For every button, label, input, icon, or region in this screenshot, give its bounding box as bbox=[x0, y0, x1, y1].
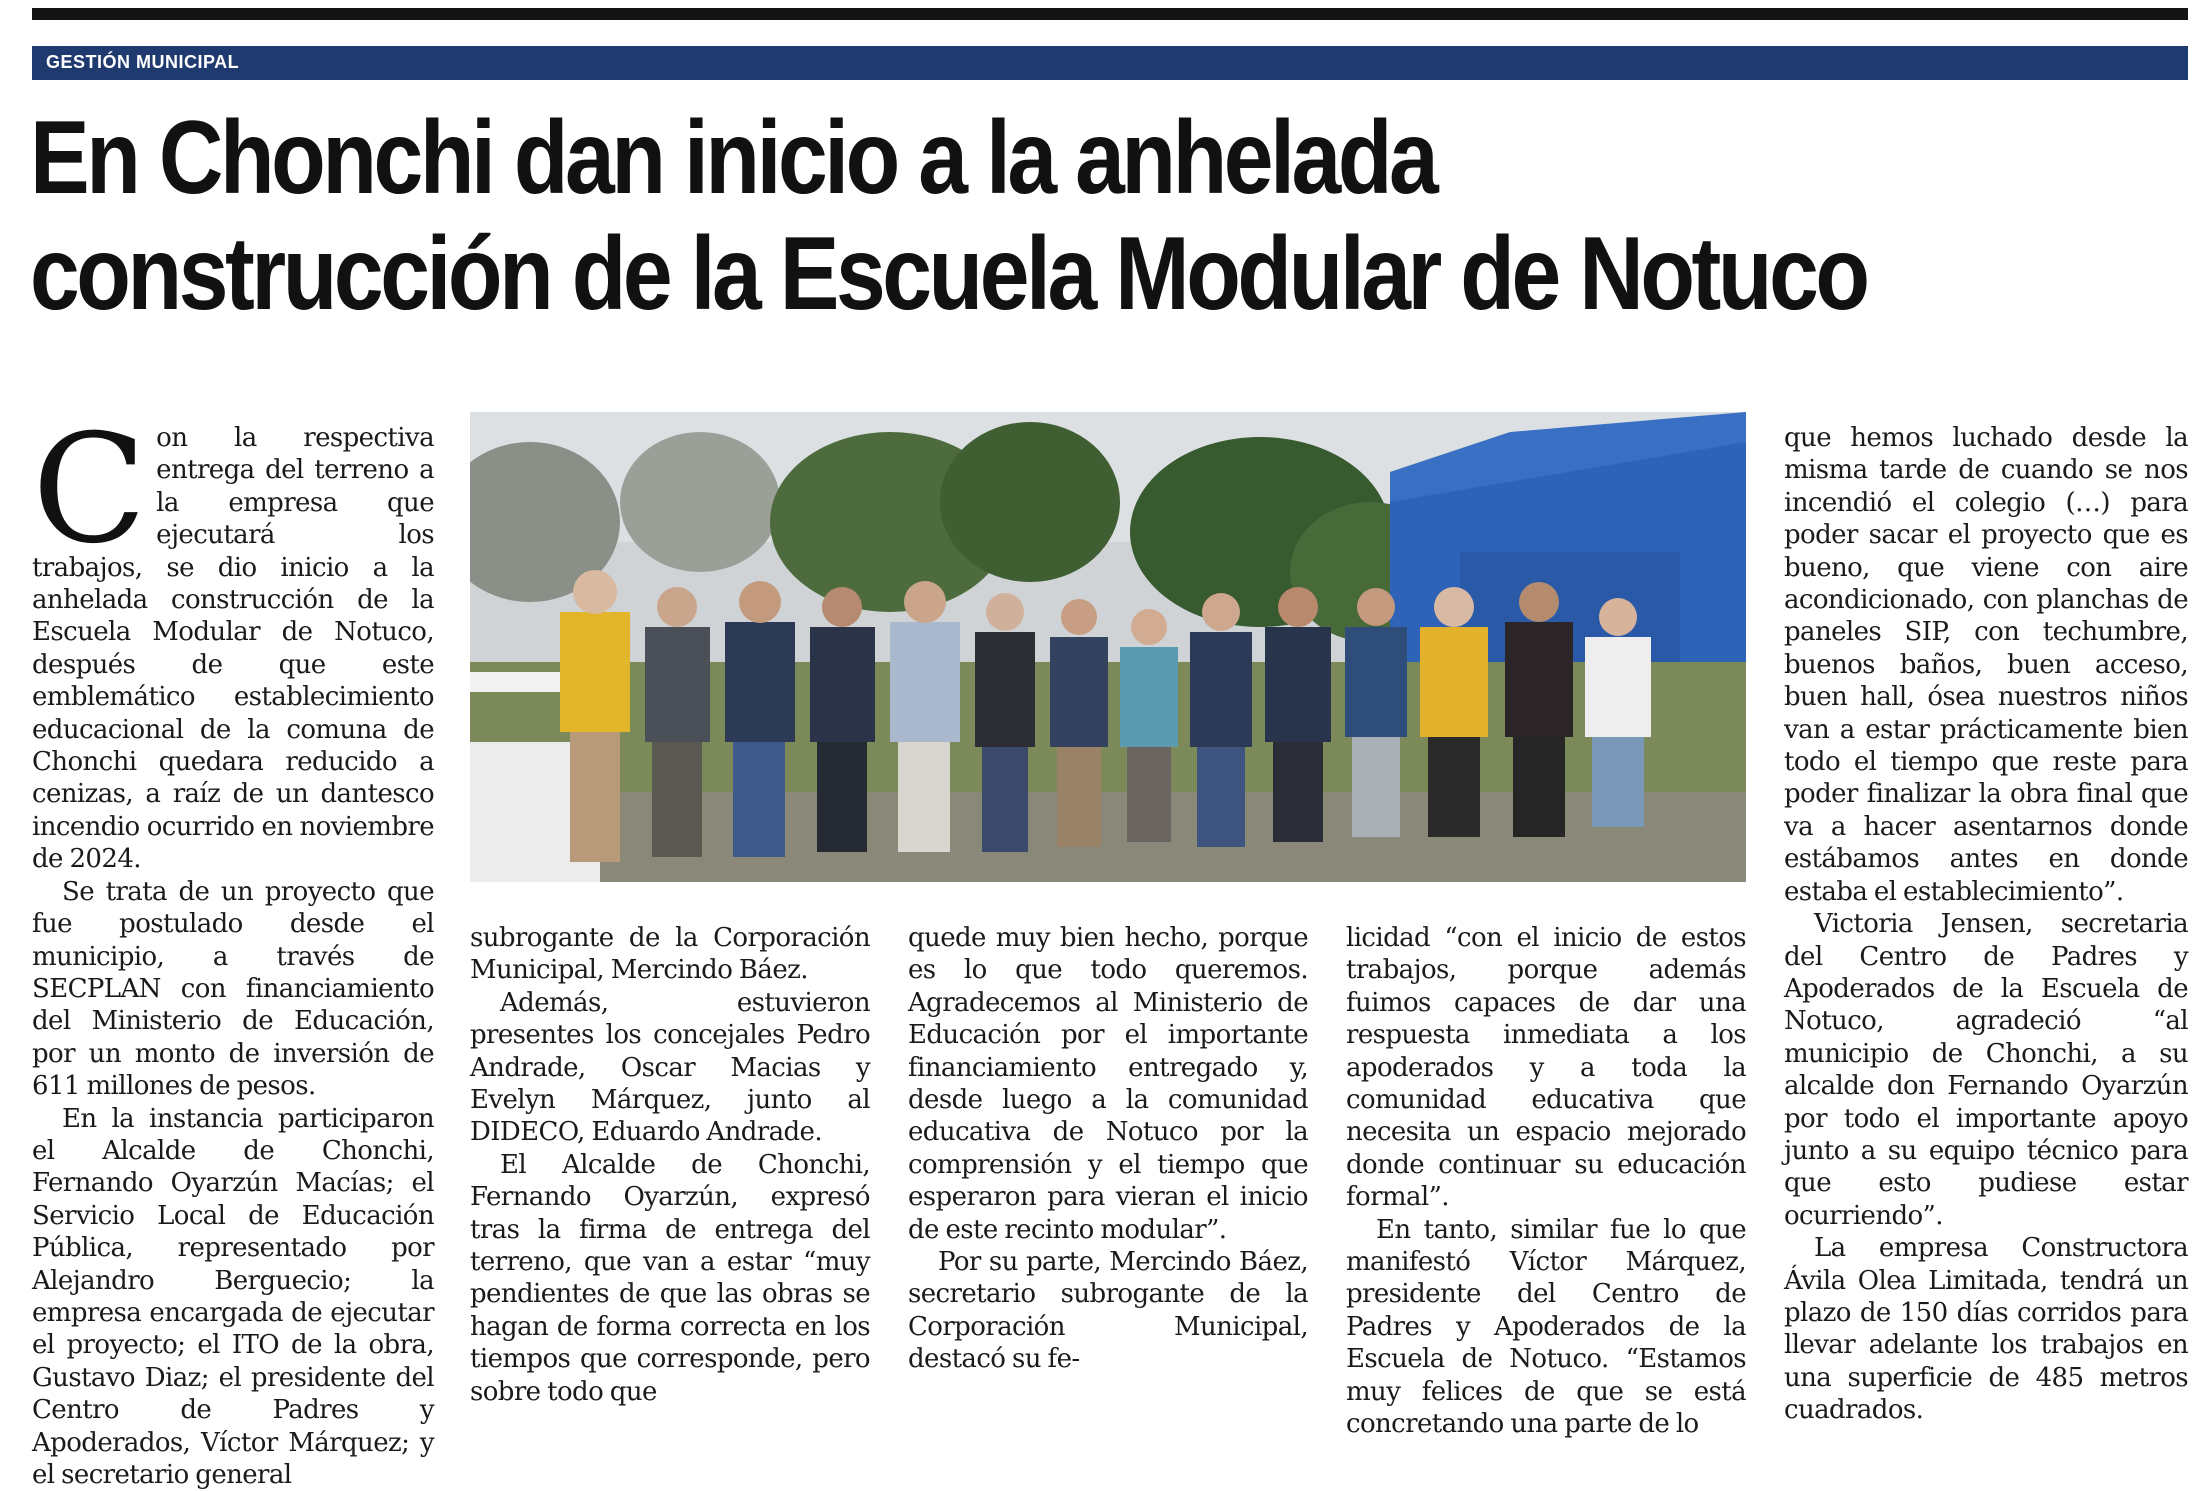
section-bar bbox=[32, 46, 2188, 80]
article-column-4 bbox=[1346, 922, 1746, 1441]
headline-line-1: En Chonchi dan inicio a la anhelada bbox=[30, 100, 1436, 216]
paragraph: En tanto, similar fue lo que manifestó Víctor Márquez, presidente del Centro de Padres y Apoderados de la Escuela de Notuco. “Estamos muy felices de que se está concretando una parte de lo bbox=[1346, 1214, 1746, 1440]
paragraph: Victoria Jensen, secretaria del Centro de Padres y Apoderados de la Escuela de Notuco, agradeció “al municipio de Chonchi, a su alcalde don Fernando Oyarzún por todo el importante apoyo junto a su equipo técnico para que esto pudiese estar ocurriendo”. bbox=[1784, 909, 2188, 1231]
paragraph: licidad “con el inicio de estos trabajos, porque además fuimos capaces de dar una respuesta inmediata a los apoderados y a toda la comunidad educativa que necesita un espacio mejorado donde continuar su educación formal”. bbox=[1346, 923, 1746, 1213]
paragraph: En la instancia participaron el Alcalde de Chonchi, Fernando Oyarzún Macías; el Servicio Local de Educación Pública, representado por Alejandro Berguecio; la empresa encargada de ejecutar el proyecto; el ITO de la obra, Gustavo Diaz; el presidente del Centro de Padres y Apoderados, Víctor Márquez; y el secretario general bbox=[32, 1103, 434, 1490]
paragraph: La empresa Constructora Ávila Olea Limitada, tendrá un plazo de 150 días corridos para llevar adelante los trabajos en una superficie de 485 metros cuadrados. bbox=[1784, 1233, 2188, 1426]
section-label: GESTIÓN MUNICIPAL bbox=[46, 52, 240, 72]
event-photo bbox=[470, 412, 1746, 882]
paragraph: Además, estuvieron presentes los concejales Pedro Andrade, Oscar Macias y Evelyn Márquez, junto al DIDECO, Eduardo Andrade. bbox=[470, 987, 870, 1148]
article-column-2 bbox=[470, 922, 870, 1408]
paragraph: quede muy bien hecho, porque es lo que todo queremos. Agradecemos al Ministerio de Educación por el importante financiamiento entregado y, desde luego a la comunidad educativa de Notuco por la comprensión y el tiempo que esperaron para vieran el inicio de este recinto modular”. bbox=[908, 923, 1308, 1245]
paragraph: Por su parte, Mercindo Báez, secretario subrogante de la Corporación Municipal, destacó su fe- bbox=[908, 1247, 1308, 1375]
paragraph: subrogante de la Corporación Municipal, Mercindo Báez. bbox=[470, 923, 870, 986]
article-column-5 bbox=[1784, 422, 2188, 1427]
dropcap: C bbox=[32, 403, 147, 577]
top-rule bbox=[32, 8, 2188, 20]
article-column-3 bbox=[908, 922, 1308, 1376]
paragraph: Se trata de un proyecto que fue postulado desde el municipio, a través de SECPLAN con financiamiento del Ministerio de Educación, por un monto de inversión de 611 millones de pesos. bbox=[32, 876, 434, 1102]
paragraph: on la respectiva entrega del terreno a la empresa que ejecutará los trabajos, se dio inicio a la anhelada construcción de la Escuela Modular de Notuco, después de que este emblemático establecimiento educacional de la comuna de Chonchi quedara reducido a cenizas, a raíz de un dantesco incendio ocurrido en noviembre de 2024. bbox=[32, 423, 434, 875]
paragraph: El Alcalde de Chonchi, Fernando Oyarzún, expresó tras la firma de entrega del terreno, que van a estar “muy pendientes de que las obras se hagan de forma correcta en los tiempos que corresponde, pero sobre todo que bbox=[470, 1149, 870, 1407]
headline-line-2: construcción de la Escuela Modular de Notuco bbox=[30, 216, 1867, 332]
paragraph: que hemos luchado desde la misma tarde de cuando se nos incendió el colegio (…) para poder sacar el proyecto que es bueno, que viene con aire acondicionado, con planchas de paneles SIP, con techumbre, buenos baños, buen acceso, buen hall, ósea nuestros niños van a estar prácticamente bien todo el tiempo que reste para poder finalizar la obra final que va a hacer asentarnos donde estábamos antes en donde estaba el establecimiento”. bbox=[1784, 423, 2188, 907]
headline bbox=[30, 100, 1888, 332]
article-column-1 bbox=[32, 403, 434, 1491]
